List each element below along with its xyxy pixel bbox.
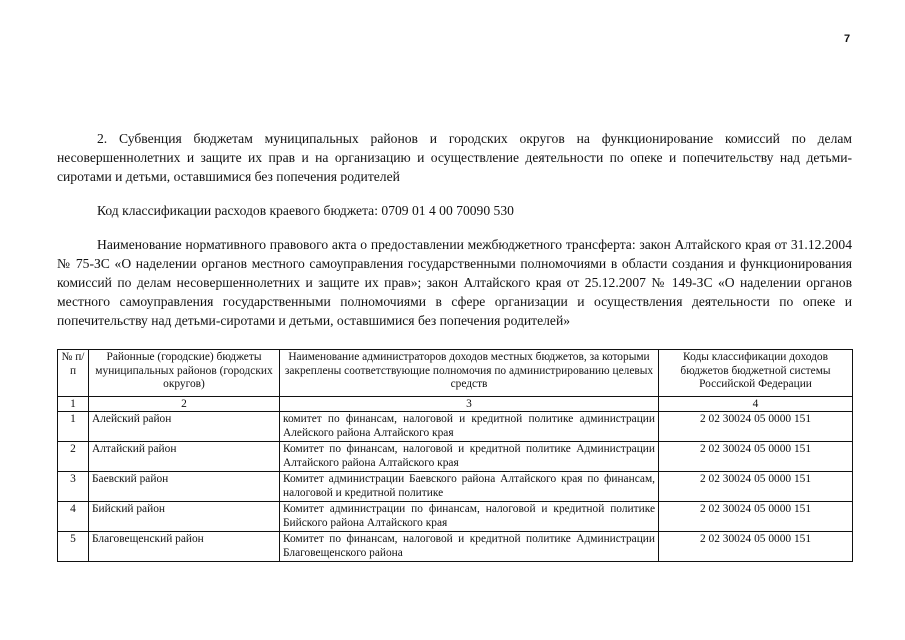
legal-act-paragraph: Наименование нормативного правового акта о предоставлении межбюджетного трансферта: закон Алтайского края от 31.12.2004 № 75-ЗС «О наделении органов местного самоуправления государственными полномочиями в области создания и функционирования комиссий по делам несовершеннолетних и защите их прав»; закон Алтайского края от 25.12.2007 № 149-ЗС «О наделении органов местного самоуправления государственными полномочиями в сфере организации и осуществления деятельности по опеке и попечительству над детьми-сиротами и детьми, оставшимися без попечения родителей» [57,237,852,328]
row-number: 4 [58,502,89,532]
district-name: Алейский район [89,412,280,442]
classification-code-paragraph: Код классификации расходов краевого бюджета: 0709 01 4 00 70090 530 [97,203,514,218]
column-number: 4 [659,397,853,412]
table-row [58,412,853,442]
row-number: 3 [58,472,89,502]
district-name: Благовещенский район [89,532,280,562]
table-row [58,532,853,562]
administrator-name: комитет по финансам, налоговой и кредитной политике администрации Алейского района Алтайского края [280,412,659,442]
administrator-name: Комитет администрации Баевского района Алтайского края по финансам, налоговой и кредитной политике [280,472,659,502]
administrator-name: Комитет по финансам, налоговой и кредитной политике Администрации Алтайского района Алтайского края [280,442,659,472]
district-name: Бийский район [89,502,280,532]
classification-code: 2 02 30024 05 0000 151 [659,472,853,502]
table-row [58,472,853,502]
column-number: 2 [89,397,280,412]
table-header-row [58,350,853,397]
header-classification-code: Коды классификации доходов бюджетов бюджетной системы Российской Федерации [659,350,853,397]
row-number: 2 [58,442,89,472]
table-row [58,502,853,532]
classification-code: 2 02 30024 05 0000 151 [659,442,853,472]
header-district: Районные (городские) бюджеты муниципальных районов (городских округов) [89,350,280,397]
header-administrator: Наименование администраторов доходов местных бюджетов, за которыми закреплены соответствующие полномочия по администрированию целевых средств [280,350,659,397]
row-number: 1 [58,412,89,442]
column-number: 1 [58,397,89,412]
district-name: Алтайский район [89,442,280,472]
classification-code: 2 02 30024 05 0000 151 [659,412,853,442]
column-number-row [58,397,853,412]
subsidy-table [57,349,853,562]
subsidy-title-paragraph: 2. Субвенция бюджетам муниципальных районов и городских округов на функционирование комиссий по делам несовершеннолетних и защите их прав и на организацию и осуществление деятельности по опеке и попечительству над детьми-сиротами и детьми, оставшимися без попечения родителей [57,131,852,184]
table-row [58,442,853,472]
administrator-name: Комитет администрации по финансам, налоговой и кредитной политике Бийского района Алтайского края [280,502,659,532]
header-number: № п/п [58,350,89,397]
column-number: 3 [280,397,659,412]
row-number: 5 [58,532,89,562]
classification-code: 2 02 30024 05 0000 151 [659,532,853,562]
district-name: Баевский район [89,472,280,502]
page-number: 7 [844,33,851,45]
classification-code: 2 02 30024 05 0000 151 [659,502,853,532]
administrator-name: Комитет по финансам, налоговой и кредитной политике Администрации Благовещенского района [280,532,659,562]
